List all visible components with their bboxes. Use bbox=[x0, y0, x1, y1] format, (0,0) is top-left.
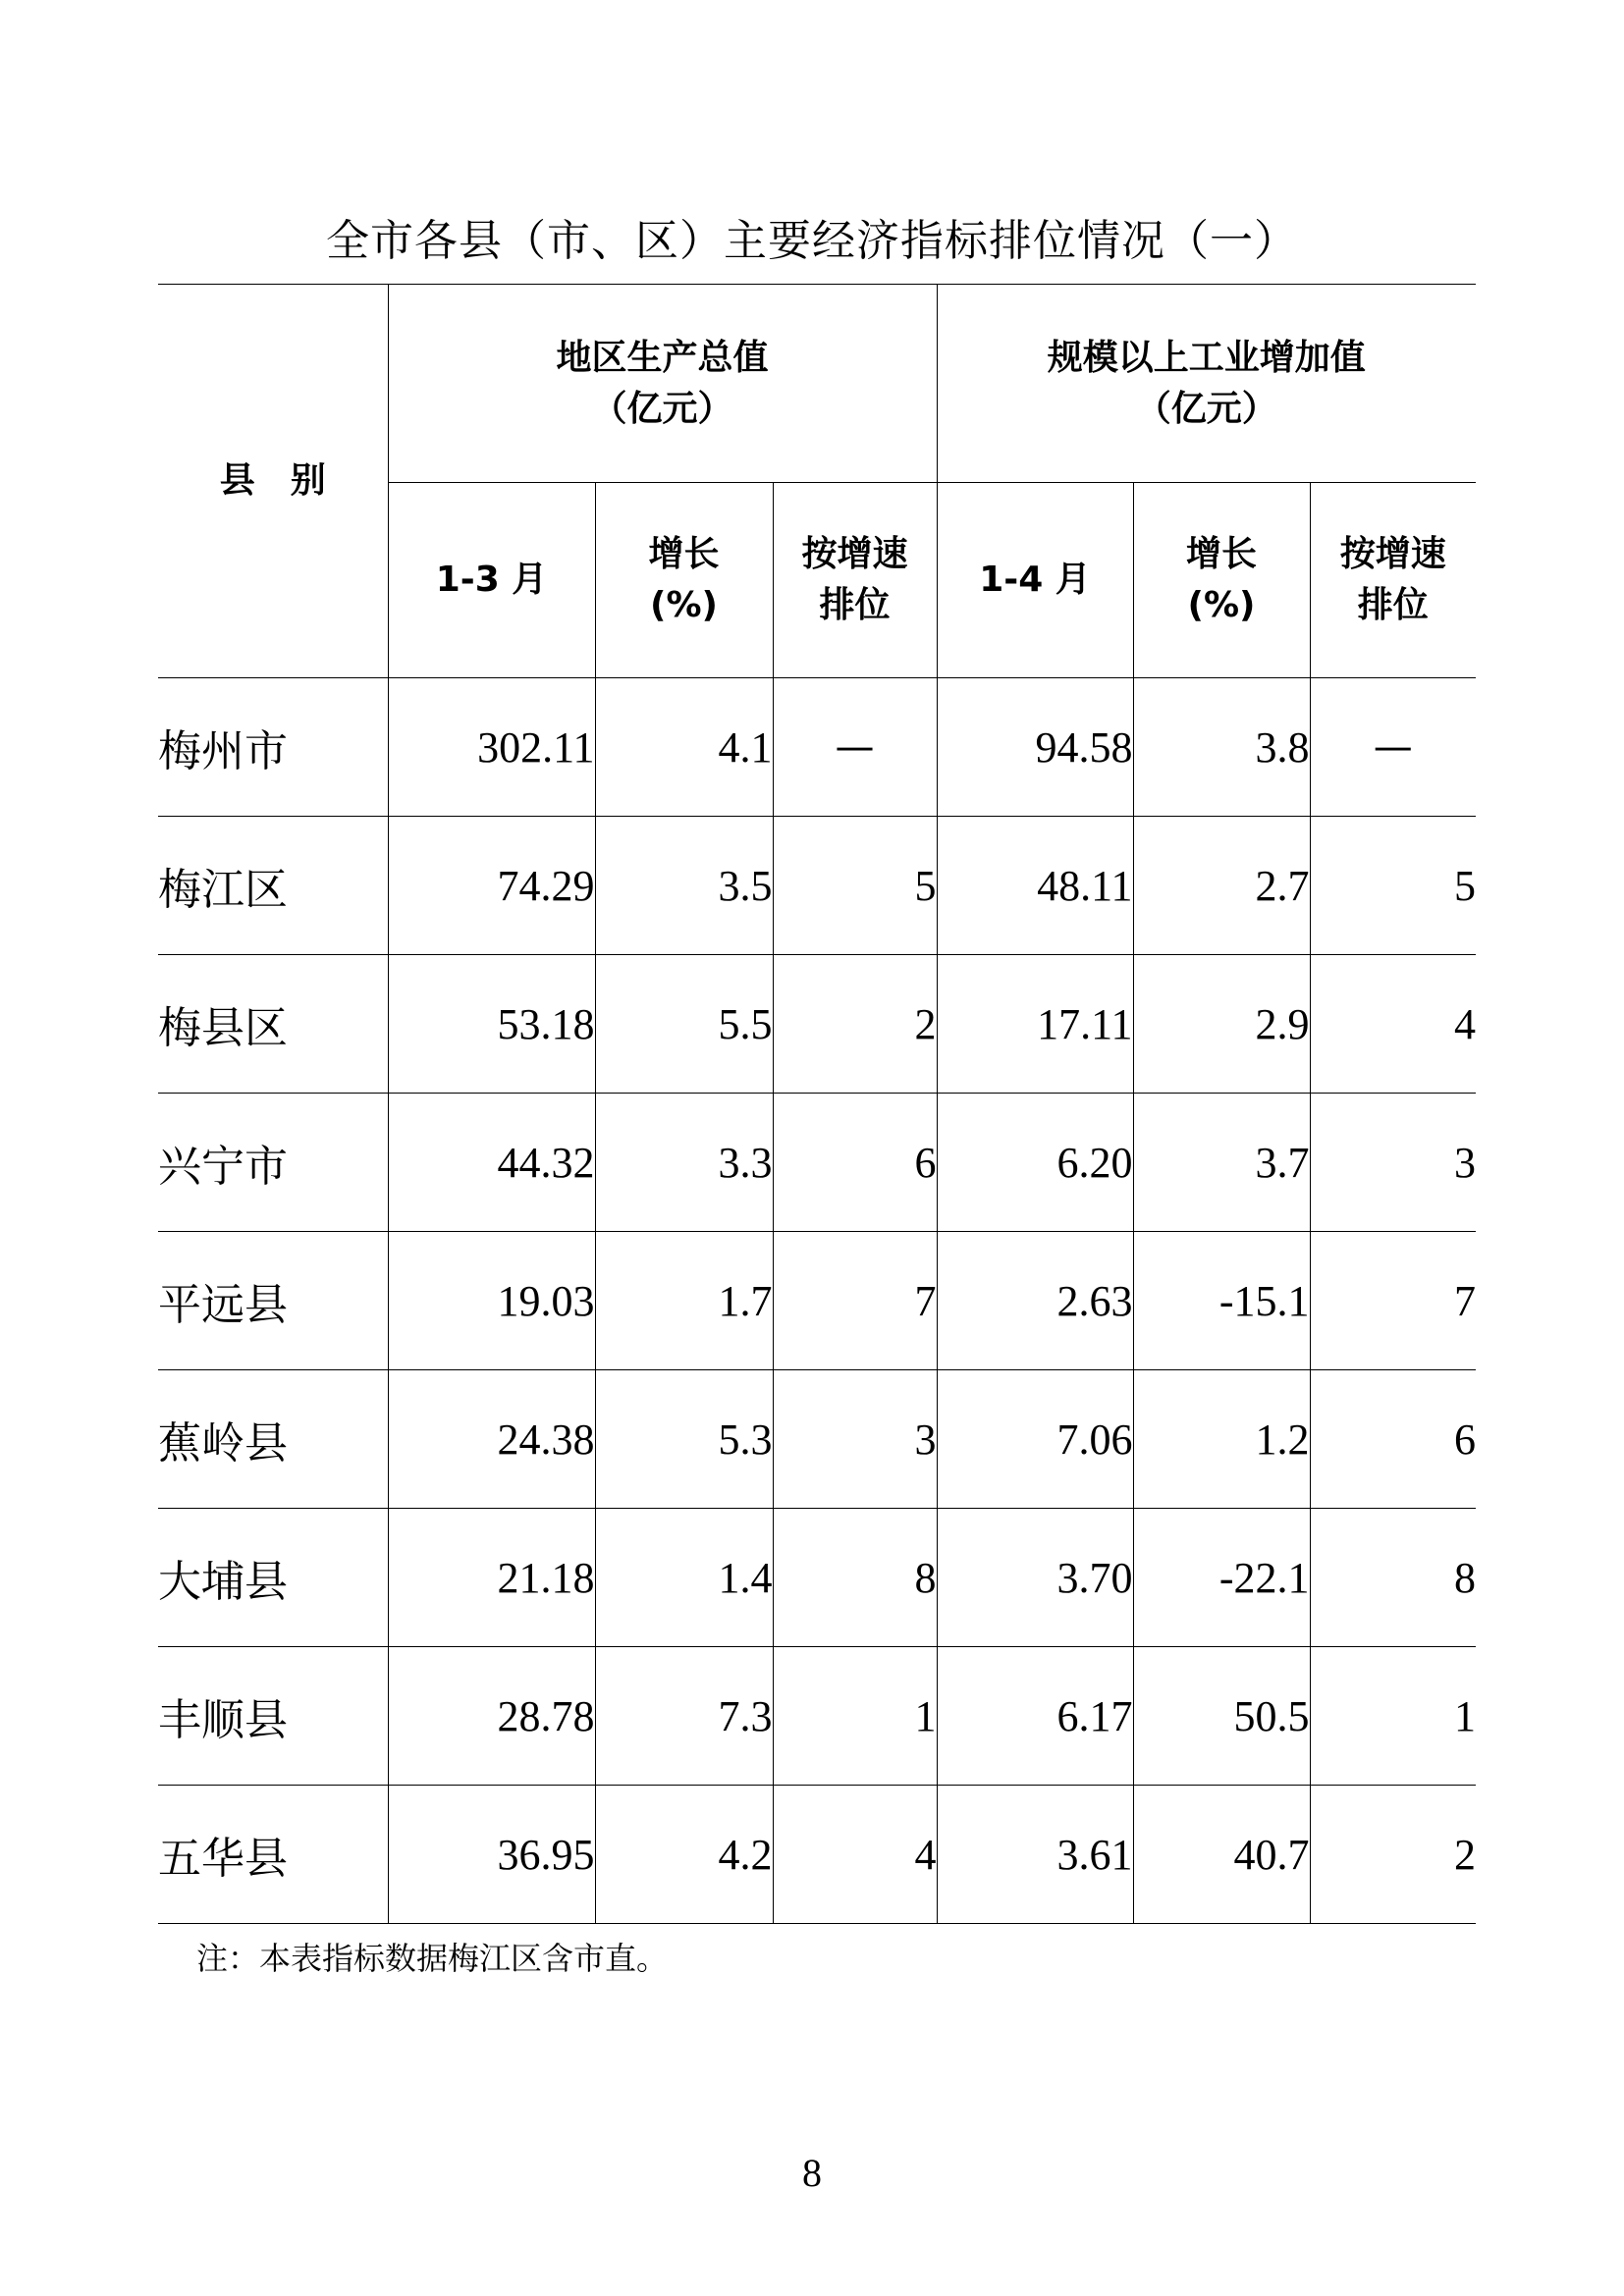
industry-growth-value: 2.7 bbox=[1133, 817, 1310, 955]
gdp-growth-value: 3.5 bbox=[595, 817, 773, 955]
industry-rank-value: 5 bbox=[1310, 817, 1476, 955]
table-title: 全市各县（市、区）主要经济指标排位情况（一） bbox=[326, 216, 1298, 266]
gdp-rank-value: 6 bbox=[773, 1094, 937, 1232]
table-row bbox=[158, 1647, 1476, 1786]
gdp-period-header: 1-3 月 bbox=[388, 483, 595, 678]
county-name: 梅县区 bbox=[158, 955, 388, 1094]
industry-growth-value: 3.7 bbox=[1133, 1094, 1310, 1232]
gdp-growth-value: 4.2 bbox=[595, 1786, 773, 1924]
county-name: 五华县 bbox=[158, 1786, 388, 1924]
industry-period-header: 1-4 月 bbox=[937, 483, 1133, 678]
gdp-group-label: 地区生产总值 bbox=[556, 337, 769, 378]
industry-growth-header bbox=[1133, 483, 1310, 678]
gdp-growth-unit: (%) bbox=[650, 585, 718, 625]
industry-value: 94.58 bbox=[937, 678, 1133, 817]
gdp-value: 53.18 bbox=[388, 955, 595, 1094]
gdp-rank-value: 8 bbox=[773, 1509, 937, 1647]
industry-rank-label-2: 排位 bbox=[1357, 585, 1429, 625]
industry-value: 3.61 bbox=[937, 1786, 1133, 1924]
industry-growth-value: 1.2 bbox=[1133, 1370, 1310, 1509]
table-row bbox=[158, 1370, 1476, 1509]
gdp-value: 74.29 bbox=[388, 817, 595, 955]
county-name: 兴宁市 bbox=[158, 1094, 388, 1232]
gdp-group-header bbox=[388, 285, 937, 483]
industry-value: 48.11 bbox=[937, 817, 1133, 955]
gdp-rank-value: 5 bbox=[773, 817, 937, 955]
industry-rank-value: — bbox=[1310, 678, 1476, 817]
gdp-group-unit: （亿元） bbox=[591, 388, 733, 429]
industry-value: 3.70 bbox=[937, 1509, 1133, 1647]
indicator-ranking-table bbox=[158, 284, 1476, 1924]
industry-rank-value: 3 bbox=[1310, 1094, 1476, 1232]
gdp-rank-value: 4 bbox=[773, 1786, 937, 1924]
county-name: 平远县 bbox=[158, 1232, 388, 1370]
industry-group-header bbox=[937, 285, 1476, 483]
gdp-value: 19.03 bbox=[388, 1232, 595, 1370]
gdp-rank-value: 3 bbox=[773, 1370, 937, 1509]
industry-rank-value: 1 bbox=[1310, 1647, 1476, 1786]
gdp-rank-label-1: 按增速 bbox=[801, 534, 908, 574]
industry-rank-value: 4 bbox=[1310, 955, 1476, 1094]
gdp-growth-value: 1.7 bbox=[595, 1232, 773, 1370]
county-name: 蕉岭县 bbox=[158, 1370, 388, 1509]
gdp-value: 36.95 bbox=[388, 1786, 595, 1924]
industry-value: 6.20 bbox=[937, 1094, 1133, 1232]
gdp-value: 28.78 bbox=[388, 1647, 595, 1786]
gdp-rank-value: 7 bbox=[773, 1232, 937, 1370]
industry-value: 2.63 bbox=[937, 1232, 1133, 1370]
industry-value: 7.06 bbox=[937, 1370, 1133, 1509]
gdp-growth-value: 1.4 bbox=[595, 1509, 773, 1647]
gdp-growth-value: 5.5 bbox=[595, 955, 773, 1094]
table-row bbox=[158, 817, 1476, 955]
county-name: 梅江区 bbox=[158, 817, 388, 955]
gdp-growth-value: 7.3 bbox=[595, 1647, 773, 1786]
table-footnote: 注：本表指标数据梅江区含市直。 bbox=[196, 1940, 669, 1977]
industry-growth-value: 3.8 bbox=[1133, 678, 1310, 817]
county-header: 县 别 bbox=[158, 285, 388, 678]
industry-growth-value: 40.7 bbox=[1133, 1786, 1310, 1924]
table-row bbox=[158, 955, 1476, 1094]
industry-rank-label-1: 按增速 bbox=[1339, 534, 1446, 574]
industry-growth-value: 50.5 bbox=[1133, 1647, 1310, 1786]
table-row bbox=[158, 1509, 1476, 1647]
industry-rank-value: 7 bbox=[1310, 1232, 1476, 1370]
header-row-groups bbox=[158, 285, 1476, 483]
gdp-growth-label: 增长 bbox=[648, 534, 720, 574]
industry-rank-value: 6 bbox=[1310, 1370, 1476, 1509]
gdp-rank-value: 2 bbox=[773, 955, 937, 1094]
industry-value: 6.17 bbox=[937, 1647, 1133, 1786]
industry-growth-value: 2.9 bbox=[1133, 955, 1310, 1094]
gdp-value: 24.38 bbox=[388, 1370, 595, 1509]
industry-value: 17.11 bbox=[937, 955, 1133, 1094]
gdp-value: 302.11 bbox=[388, 678, 595, 817]
gdp-rank-value: 1 bbox=[773, 1647, 937, 1786]
table-row bbox=[158, 1232, 1476, 1370]
table-row bbox=[158, 678, 1476, 817]
industry-group-unit: （亿元） bbox=[1135, 388, 1277, 429]
gdp-value: 44.32 bbox=[388, 1094, 595, 1232]
gdp-rank-value: — bbox=[773, 678, 937, 817]
industry-group-label: 规模以上工业增加值 bbox=[1047, 337, 1366, 378]
county-name: 梅州市 bbox=[158, 678, 388, 817]
page-number: 8 bbox=[802, 2151, 822, 2195]
table-row bbox=[158, 1786, 1476, 1924]
gdp-value: 21.18 bbox=[388, 1509, 595, 1647]
industry-growth-label: 增长 bbox=[1186, 534, 1258, 574]
industry-rank-value: 8 bbox=[1310, 1509, 1476, 1647]
industry-rank-header bbox=[1310, 483, 1476, 678]
table-row bbox=[158, 1094, 1476, 1232]
industry-growth-value: -15.1 bbox=[1133, 1232, 1310, 1370]
gdp-rank-header bbox=[773, 483, 937, 678]
gdp-growth-value: 4.1 bbox=[595, 678, 773, 817]
industry-growth-value: -22.1 bbox=[1133, 1509, 1310, 1647]
gdp-growth-header bbox=[595, 483, 773, 678]
gdp-growth-value: 5.3 bbox=[595, 1370, 773, 1509]
industry-rank-value: 2 bbox=[1310, 1786, 1476, 1924]
industry-growth-unit: (%) bbox=[1187, 585, 1256, 625]
gdp-rank-label-2: 排位 bbox=[819, 585, 891, 625]
gdp-growth-value: 3.3 bbox=[595, 1094, 773, 1232]
county-name: 丰顺县 bbox=[158, 1647, 388, 1786]
county-name: 大埔县 bbox=[158, 1509, 388, 1647]
